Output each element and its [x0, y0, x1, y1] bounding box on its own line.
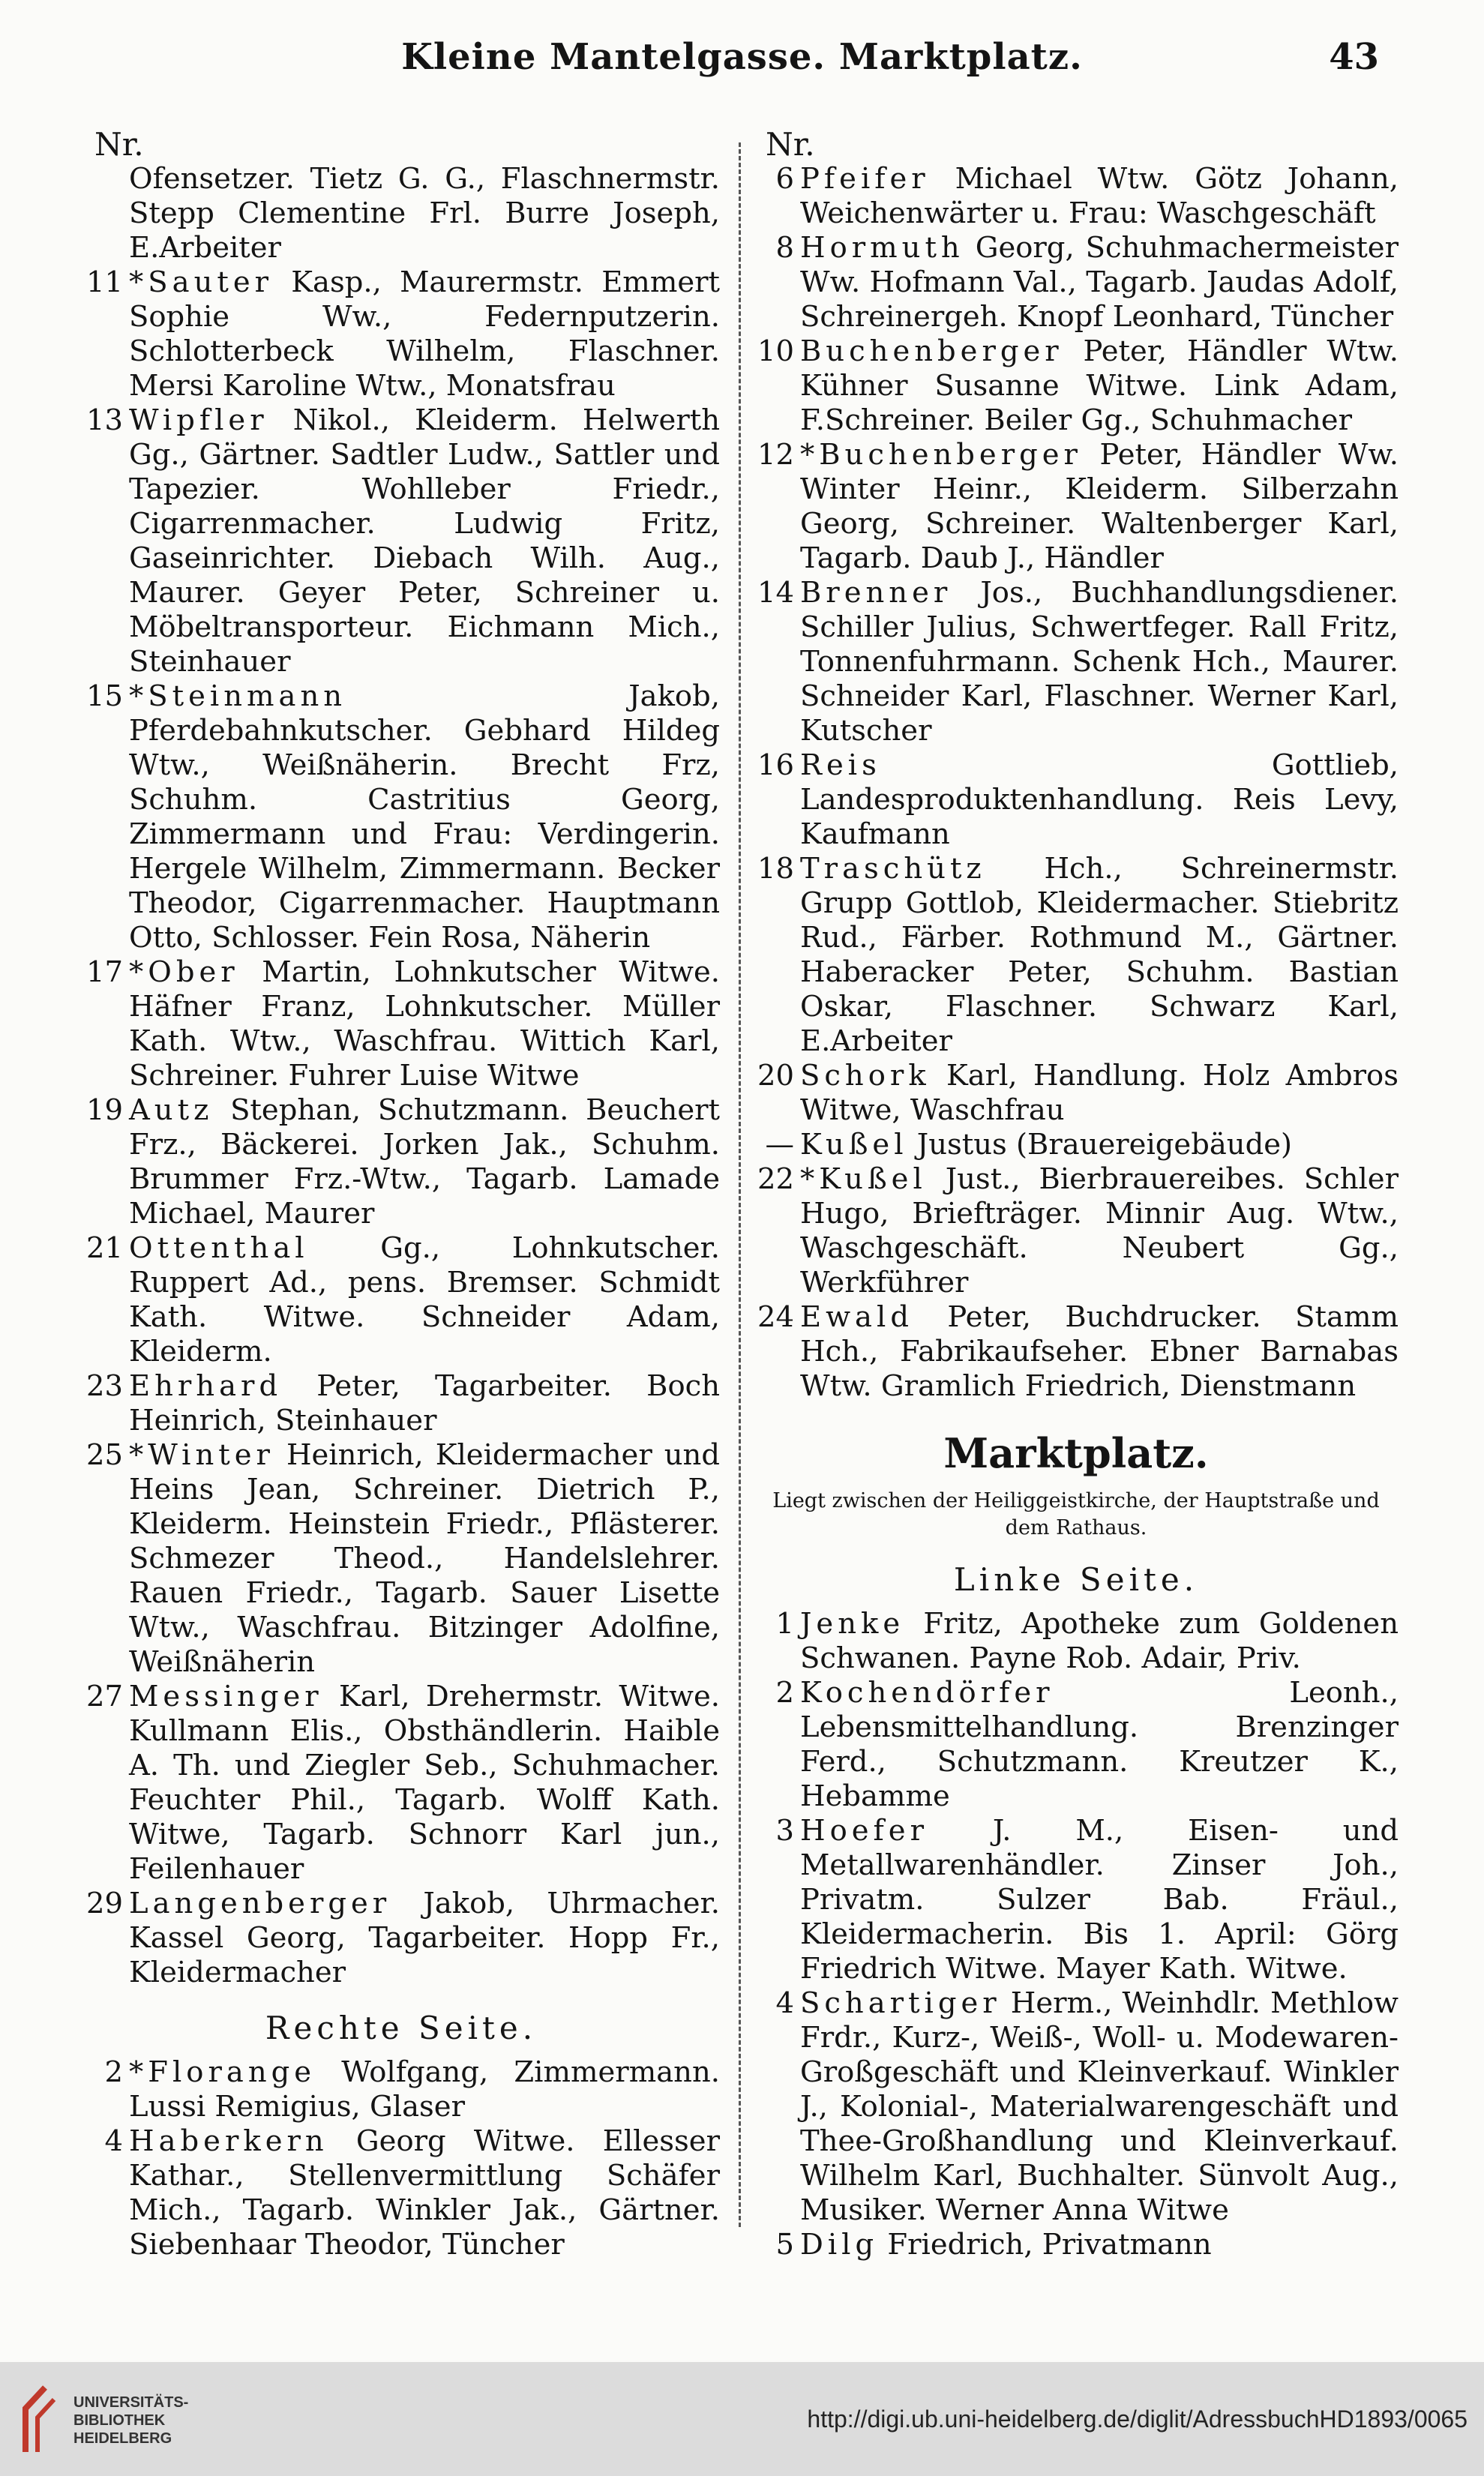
- house-number: 11: [86, 265, 123, 299]
- address-entry: [82, 403, 720, 679]
- left-entries-bottom: [82, 2055, 720, 2262]
- residents-text: Jos., Buchhandlungsdiener. Schiller Julius, Schwertfeger. Rall Fritz, Tonnenfuhrmann. Schenk Hch., Maurer. Schneider Karl, Flaschner. Werner Karl, Kutscher: [800, 576, 1399, 748]
- address-entry: [82, 1093, 720, 1231]
- address-entry: [754, 852, 1399, 1059]
- owner-name: *Buchenberger: [800, 438, 1082, 472]
- house-number: 13: [86, 403, 123, 437]
- left-column: [82, 127, 720, 2262]
- house-number: 2: [775, 1676, 794, 1710]
- house-number: 27: [86, 1680, 123, 1713]
- address-entry: [754, 438, 1399, 576]
- residents-text: Peter, Händler Wtw. Kühner Susanne Witwe. Link Adam, F.Schreiner. Beiler Gg., Schuhmacher: [800, 334, 1399, 437]
- address-entry: [754, 1986, 1399, 2228]
- address-entry: [82, 1369, 720, 1438]
- owner-name: *Steinmann: [129, 679, 347, 713]
- column-nr-label: Nr.: [94, 126, 144, 163]
- residents-text: Peter, Buchdrucker. Stamm Hch., Fabrikaufseher. Ebner Barnabas Wtw. Gramlich Friedrich, Dienstmann: [800, 1300, 1399, 1403]
- owner-name: Schork: [800, 1059, 931, 1093]
- address-entry: [82, 1887, 720, 1990]
- residents-text: Gg., Lohnkutscher. Ruppert Ad., pens. Bremser. Schmidt Kath. Witwe. Schneider Adam, Kleiderm.: [129, 1231, 720, 1368]
- residents-text: Georg, Schuhmachermeister Ww. Hofmann Val., Tagarb. Jaudas Adolf, Schreinergeh. Knopf Leonhard, Tüncher: [800, 231, 1399, 334]
- owner-name: Buchenberger: [800, 334, 1063, 368]
- house-number: 25: [86, 1438, 123, 1472]
- section-description: Liegt zwischen der Heiliggeistkirche, der Hauptstraße und dem Rathaus.: [772, 1489, 1380, 1539]
- owner-name: Kußel: [800, 1128, 908, 1162]
- address-entry: [82, 162, 720, 265]
- address-entry: [754, 1128, 1399, 1162]
- house-number: 17: [86, 955, 123, 989]
- house-number: 18: [757, 852, 794, 886]
- owner-name: *Florange: [129, 2055, 316, 2089]
- page-header-title: Kleine Mantelgasse. Marktplatz.: [401, 36, 1083, 78]
- address-entry: [754, 334, 1399, 438]
- column-divider: [739, 142, 741, 2227]
- library-logo[interactable]: [15, 2383, 195, 2458]
- residents-text: Martin, Lohnkutscher Witwe. Häfner Franz, Lohnkutscher. Müller Kath. Wtw., Waschfrau. Wittich Karl, Schreiner. Fuhrer Luise Witwe: [129, 955, 720, 1093]
- owner-name: *Ober: [129, 955, 239, 989]
- house-number: 1: [775, 1607, 794, 1641]
- house-number: 10: [757, 334, 794, 368]
- owner-name: Ewald: [800, 1300, 913, 1334]
- address-entry: [754, 1300, 1399, 1404]
- owner-name: Autz: [129, 1093, 214, 1127]
- residents-text: Jakob, Uhrmacher. Kassel Georg, Tagarbeiter. Hopp Fr., Kleidermacher: [129, 1887, 720, 1989]
- house-number: 20: [757, 1059, 794, 1093]
- house-number: 8: [775, 231, 794, 265]
- side-title-rechte-seite: Rechte Seite.: [265, 2010, 538, 2046]
- house-number: 2: [104, 2055, 123, 2089]
- residents-text: Kasp., Maurermstr. Emmert Sophie Ww., Federnputzerin. Schlotterbeck Wilhelm, Flaschner. Mersi Karoline Wtw., Monatsfrau: [129, 265, 720, 403]
- address-entry: [82, 1231, 720, 1369]
- owner-name: Pfeifer: [800, 162, 930, 196]
- source-url-link[interactable]: http://digi.ub.uni-heidelberg.de/diglit/AdressbuchHD1893/0065: [807, 2406, 1468, 2433]
- owner-name: Schartiger: [800, 1986, 1001, 2020]
- address-entry: [754, 576, 1399, 748]
- house-number: 24: [757, 1300, 794, 1334]
- residents-text: Georg Witwe. Ellesser Kathar., Stellenvermittlung Schäfer Mich., Tagarb. Winkler Jak., Gärtner. Siebenhaar Theodor, Tüncher: [129, 2124, 720, 2262]
- section-title-marktplatz: Marktplatz.: [943, 1429, 1209, 1477]
- residents-text: Justus (Brauereigebäude): [916, 1128, 1293, 1162]
- residents-text: Herm., Weinhdlr. Methlow Frdr., Kurz-, Weiß-, Woll- u. Modewaren-Großgeschäft und Kleinverkauf. Winkler J., Kolonial-, Materialwarengeschäft und Thee-Großhandlung und Kleinverkauf. Wilhelm Karl, Buchhalter. Sünvolt Aug., Musiker. Werner Anna Witwe: [800, 1986, 1399, 2227]
- footer-bar: [0, 2362, 1484, 2476]
- owner-name: Dilg: [800, 2228, 879, 2262]
- residents-text: Just., Bierbrauereibes. Schler Hugo, Briefträger. Minnir Aug. Wtw., Waschgeschäft. Neubert Gg., Werkführer: [800, 1162, 1399, 1299]
- address-entry: [754, 1676, 1399, 1814]
- side-title-linke-seite: Linke Seite.: [953, 1561, 1199, 1598]
- owner-name: Traschütz: [800, 852, 986, 886]
- residents-text: Wolfgang, Zimmermann. Lussi Remigius, Glaser: [129, 2055, 720, 2124]
- house-number: 23: [86, 1369, 123, 1403]
- residents-text: Fritz, Apotheke zum Goldenen Schwanen. Payne Rob. Adair, Priv.: [800, 1607, 1399, 1675]
- house-number: 6: [775, 162, 794, 196]
- address-entry: [82, 1680, 720, 1887]
- owner-name: Wipfler: [129, 403, 268, 437]
- address-entry: [82, 2124, 720, 2262]
- library-logo-text: UNIVERSITÄTS- BIBLIOTHEK HEIDELBERG: [73, 2394, 189, 2447]
- owner-name: Ehrhard: [129, 1369, 283, 1403]
- owner-name: Kochendörfer: [800, 1676, 1054, 1710]
- owner-name: Brenner: [800, 576, 952, 610]
- house-number: 21: [86, 1231, 123, 1265]
- address-entry: [754, 1059, 1399, 1128]
- right-entries-top: [754, 162, 1399, 1404]
- residents-text: Michael Wtw. Götz Johann, Weichenwärter u. Frau: Waschgeschäft: [800, 162, 1399, 230]
- owner-name: Haberkern: [129, 2124, 328, 2158]
- residents-text: Gottlieb, Landesproduktenhandlung. Reis Levy, Kaufmann: [800, 748, 1399, 851]
- page-number: 43: [1329, 36, 1379, 78]
- owner-name: Hoefer: [800, 1814, 928, 1848]
- house-number: 22: [757, 1162, 794, 1196]
- address-entry: [82, 2055, 720, 2124]
- house-number: 4: [775, 1986, 794, 2020]
- owner-name: *Kußel: [800, 1162, 927, 1196]
- house-number: —: [765, 1128, 794, 1162]
- address-entry: [82, 955, 720, 1093]
- residents-text: J. M., Eisen- und Metallwarenhändler. Zinser Joh., Privatm. Sulzer Bab. Fräul., Kleidermacherin. Bis 1. April: Görg Friedrich Witwe. Mayer Kath. Witwe.: [800, 1814, 1399, 1986]
- owner-name: Messinger: [129, 1680, 323, 1713]
- address-entry: [754, 1814, 1399, 1986]
- house-number: 16: [757, 748, 794, 782]
- owner-name: Jenke: [800, 1607, 905, 1641]
- library-logo-icon: [15, 2383, 60, 2458]
- residents-text: Karl, Drehermstr. Witwe. Kullmann Elis., Obsthändlerin. Haible A. Th. und Ziegler Seb., Schuhmacher. Feuchter Phil., Tagarb. Wolff Kath. Witwe, Tagarb. Schnorr Karl jun., Feilenhauer: [129, 1680, 720, 1886]
- residents-text: Jakob, Pferdebahnkutscher. Gebhard Hildeg Wtw., Weißnäherin. Brecht Frz, Schuhm. Castritius Georg, Zimmermann und Frau: Verdingerin. Hergele Wilhelm, Zimmermann. Becker Theodor, Cigarrenmacher. Hauptmann Otto, Schlosser. Fein Rosa, Näherin: [129, 679, 720, 955]
- owner-name: *Winter: [129, 1438, 274, 1472]
- address-entry: [82, 1438, 720, 1680]
- house-number: 29: [86, 1887, 123, 1920]
- residents-text: Karl, Handlung. Holz Ambros Witwe, Waschfrau: [800, 1059, 1399, 1127]
- residents-text: Nikol., Kleiderm. Helwerth Gg., Gärtner. Sadtler Ludw., Sattler und Tapezier. Wohlleber Friedr., Cigarrenmacher. Ludwig Fritz, Gaseinrichter. Diebach Wilh. Aug., Maurer. Geyer Peter, Schreiner u. Möbeltransporteur. Eichmann Mich., Steinhauer: [129, 403, 720, 679]
- house-number: 19: [86, 1093, 123, 1127]
- house-number: 4: [104, 2124, 123, 2158]
- house-number: 3: [775, 1814, 794, 1848]
- right-entries-bottom: [754, 1607, 1399, 2262]
- residents-text: Ofensetzer. Tietz G. G., Flaschnermstr. Stepp Clementine Frl. Burre Joseph, E.Arbeiter: [129, 162, 720, 265]
- address-entry: [754, 748, 1399, 852]
- owner-name: Reis: [800, 748, 881, 782]
- address-entry: [754, 2228, 1399, 2262]
- address-entry: [754, 1607, 1399, 1676]
- house-number: 5: [775, 2228, 794, 2262]
- address-entry: [754, 231, 1399, 334]
- owner-name: Hormuth: [800, 231, 964, 265]
- residents-text: Peter, Händler Ww. Winter Heinr., Kleiderm. Silberzahn Georg, Schreiner. Waltenberger Karl, Tagarb. Daub J., Händler: [800, 438, 1399, 575]
- address-entry: [754, 162, 1399, 231]
- left-entries-top: [82, 162, 720, 1990]
- column-nr-label: Nr.: [766, 126, 815, 163]
- owner-name: Ottenthal: [129, 1231, 309, 1265]
- residents-text: Leonh., Lebensmittelhandlung. Brenzinger Ferd., Schutzmann. Kreutzer K., Hebamme: [800, 1676, 1399, 1813]
- address-entry: [82, 265, 720, 403]
- owner-name: Langenberger: [129, 1887, 391, 1920]
- residents-text: Stephan, Schutzmann. Beuchert Frz., Bäckerei. Jorken Jak., Schuhm. Brummer Frz.-Wtw., Tagarb. Lamade Michael, Maurer: [129, 1093, 720, 1231]
- address-entry: [754, 1162, 1399, 1300]
- right-column: [754, 127, 1399, 2262]
- house-number: 12: [757, 438, 794, 472]
- residents-text: Friedrich, Privatmann: [887, 2228, 1212, 2262]
- residents-text: Peter, Tagarbeiter. Boch Heinrich, Steinhauer: [129, 1369, 720, 1437]
- residents-text: Heinrich, Kleidermacher und Heins Jean, Schreiner. Dietrich P., Kleiderm. Heinstein Friedr., Pflästerer. Schmezer Theod., Handelslehrer. Rauen Friedr., Tagarb. Sauer Lisette Wtw., Waschfrau. Bitzinger Adolfine, Weißnäherin: [129, 1438, 720, 1679]
- house-number: 15: [86, 679, 123, 713]
- owner-name: *Sauter: [129, 265, 274, 299]
- address-entry: [82, 679, 720, 955]
- residents-text: Hch., Schreinermstr. Grupp Gottlob, Kleidermacher. Stiebritz Rud., Färber. Rothmund M., Gärtner. Haberacker Peter, Schuhm. Bastian Oskar, Flaschner. Schwarz Karl, E.Arbeiter: [800, 852, 1399, 1058]
- house-number: 14: [757, 576, 794, 610]
